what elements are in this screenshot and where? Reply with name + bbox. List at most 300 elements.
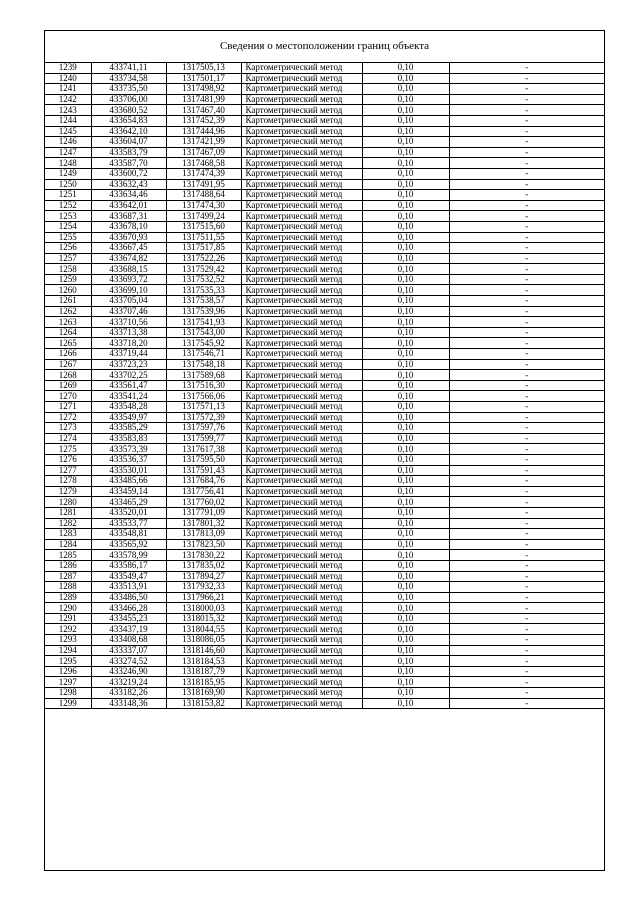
accuracy-cell: 0,10 xyxy=(362,253,449,264)
table-row xyxy=(45,656,604,667)
description-cell: - xyxy=(449,560,604,571)
accuracy-cell: 0,10 xyxy=(362,592,449,603)
description-cell: - xyxy=(449,306,604,317)
description-cell: - xyxy=(449,94,604,105)
table-row xyxy=(45,73,604,84)
accuracy-cell: 0,10 xyxy=(362,370,449,381)
table-row xyxy=(45,274,604,285)
y-coordinate-cell: 1318015,32 xyxy=(166,613,241,624)
point-number-cell: 1271 xyxy=(45,402,91,413)
table-row xyxy=(45,507,604,518)
point-number-cell: 1258 xyxy=(45,264,91,275)
point-number-cell: 1255 xyxy=(45,232,91,243)
description-cell: - xyxy=(449,507,604,518)
accuracy-cell: 0,10 xyxy=(362,63,449,73)
description-cell: - xyxy=(449,550,604,561)
method-cell: Картометрический метод xyxy=(241,465,362,476)
description-cell: - xyxy=(449,105,604,116)
table-row xyxy=(45,137,604,148)
point-number-cell: 1276 xyxy=(45,454,91,465)
point-number-cell: 1253 xyxy=(45,211,91,222)
x-coordinate-cell: 433219,24 xyxy=(91,677,166,688)
point-number-cell: 1290 xyxy=(45,603,91,614)
description-cell: - xyxy=(449,147,604,158)
y-coordinate-cell: 1317468,58 xyxy=(166,158,241,169)
description-cell: - xyxy=(449,571,604,582)
y-coordinate-cell: 1317813,09 xyxy=(166,529,241,540)
method-cell: Картометрический метод xyxy=(241,497,362,508)
accuracy-cell: 0,10 xyxy=(362,190,449,201)
accuracy-cell: 0,10 xyxy=(362,296,449,307)
method-cell: Картометрический метод xyxy=(241,126,362,137)
table-row xyxy=(45,190,604,201)
description-cell: - xyxy=(449,656,604,667)
table-row xyxy=(45,592,604,603)
point-number-cell: 1296 xyxy=(45,666,91,677)
y-coordinate-cell: 1317499,24 xyxy=(166,211,241,222)
x-coordinate-cell: 433578,99 xyxy=(91,550,166,561)
accuracy-cell: 0,10 xyxy=(362,402,449,413)
x-coordinate-cell: 433670,93 xyxy=(91,232,166,243)
x-coordinate-cell: 433678,10 xyxy=(91,221,166,232)
accuracy-cell: 0,10 xyxy=(362,317,449,328)
y-coordinate-cell: 1317452,39 xyxy=(166,115,241,126)
method-cell: Картометрический метод xyxy=(241,571,362,582)
table-row xyxy=(45,698,604,709)
description-cell: - xyxy=(449,126,604,137)
y-coordinate-cell: 1317760,02 xyxy=(166,497,241,508)
x-coordinate-cell: 433734,58 xyxy=(91,73,166,84)
y-coordinate-cell: 1317474,39 xyxy=(166,168,241,179)
y-coordinate-cell: 1317511,55 xyxy=(166,232,241,243)
point-number-cell: 1294 xyxy=(45,645,91,656)
point-number-cell: 1293 xyxy=(45,635,91,646)
method-cell: Картометрический метод xyxy=(241,603,362,614)
description-cell: - xyxy=(449,497,604,508)
accuracy-cell: 0,10 xyxy=(362,698,449,709)
y-coordinate-cell: 1317522,26 xyxy=(166,253,241,264)
x-coordinate-cell: 433520,01 xyxy=(91,507,166,518)
table-row xyxy=(45,115,604,126)
x-coordinate-cell: 433148,36 xyxy=(91,698,166,709)
y-coordinate-cell: 1317543,00 xyxy=(166,327,241,338)
method-cell: Картометрический метод xyxy=(241,168,362,179)
point-number-cell: 1239 xyxy=(45,63,91,73)
method-cell: Картометрический метод xyxy=(241,645,362,656)
table-row xyxy=(45,317,604,328)
method-cell: Картометрический метод xyxy=(241,592,362,603)
accuracy-cell: 0,10 xyxy=(362,168,449,179)
x-coordinate-cell: 433485,66 xyxy=(91,476,166,487)
x-coordinate-cell: 433549,47 xyxy=(91,571,166,582)
method-cell: Картометрический метод xyxy=(241,656,362,667)
method-cell: Картометрический метод xyxy=(241,158,362,169)
description-cell: - xyxy=(449,677,604,688)
point-number-cell: 1246 xyxy=(45,137,91,148)
point-number-cell: 1268 xyxy=(45,370,91,381)
x-coordinate-cell: 433246,90 xyxy=(91,666,166,677)
x-coordinate-cell: 433718,20 xyxy=(91,338,166,349)
method-cell: Картометрический метод xyxy=(241,582,362,593)
table-row xyxy=(45,359,604,370)
point-number-cell: 1243 xyxy=(45,105,91,116)
point-number-cell: 1261 xyxy=(45,296,91,307)
y-coordinate-cell: 1317801,32 xyxy=(166,518,241,529)
y-coordinate-cell: 1317541,93 xyxy=(166,317,241,328)
accuracy-cell: 0,10 xyxy=(362,200,449,211)
point-number-cell: 1259 xyxy=(45,274,91,285)
x-coordinate-cell: 433486,50 xyxy=(91,592,166,603)
accuracy-cell: 0,10 xyxy=(362,486,449,497)
point-number-cell: 1292 xyxy=(45,624,91,635)
accuracy-cell: 0,10 xyxy=(362,84,449,95)
y-coordinate-cell: 1317467,09 xyxy=(166,147,241,158)
accuracy-cell: 0,10 xyxy=(362,645,449,656)
table-row xyxy=(45,285,604,296)
x-coordinate-cell: 433274,52 xyxy=(91,656,166,667)
point-number-cell: 1275 xyxy=(45,444,91,455)
description-cell: - xyxy=(449,433,604,444)
description-cell: - xyxy=(449,179,604,190)
x-coordinate-cell: 433337,07 xyxy=(91,645,166,656)
x-coordinate-cell: 433585,29 xyxy=(91,423,166,434)
y-coordinate-cell: 1317572,39 xyxy=(166,412,241,423)
description-cell: - xyxy=(449,211,604,222)
table-row xyxy=(45,221,604,232)
description-cell: - xyxy=(449,168,604,179)
point-number-cell: 1241 xyxy=(45,84,91,95)
point-number-cell: 1265 xyxy=(45,338,91,349)
point-number-cell: 1277 xyxy=(45,465,91,476)
table-row xyxy=(45,497,604,508)
description-cell: - xyxy=(449,327,604,338)
table-row xyxy=(45,645,604,656)
method-cell: Картометрический метод xyxy=(241,412,362,423)
point-number-cell: 1257 xyxy=(45,253,91,264)
y-coordinate-cell: 1317516,30 xyxy=(166,380,241,391)
y-coordinate-cell: 1317966,21 xyxy=(166,592,241,603)
description-cell: - xyxy=(449,296,604,307)
point-number-cell: 1269 xyxy=(45,380,91,391)
x-coordinate-cell: 433706,00 xyxy=(91,94,166,105)
table-row xyxy=(45,147,604,158)
method-cell: Картометрический метод xyxy=(241,380,362,391)
method-cell: Картометрический метод xyxy=(241,698,362,709)
x-coordinate-cell: 433713,38 xyxy=(91,327,166,338)
x-coordinate-cell: 433642,01 xyxy=(91,200,166,211)
description-cell: - xyxy=(449,359,604,370)
method-cell: Картометрический метод xyxy=(241,402,362,413)
method-cell: Картометрический метод xyxy=(241,115,362,126)
x-coordinate-cell: 433583,79 xyxy=(91,147,166,158)
accuracy-cell: 0,10 xyxy=(362,380,449,391)
table-row xyxy=(45,613,604,624)
table-row xyxy=(45,296,604,307)
y-coordinate-cell: 1317498,92 xyxy=(166,84,241,95)
table-row xyxy=(45,444,604,455)
method-cell: Картометрический метод xyxy=(241,560,362,571)
x-coordinate-cell: 433723,23 xyxy=(91,359,166,370)
x-coordinate-cell: 433741,11 xyxy=(91,63,166,73)
point-number-cell: 1278 xyxy=(45,476,91,487)
accuracy-cell: 0,10 xyxy=(362,158,449,169)
table-row xyxy=(45,635,604,646)
table-row xyxy=(45,582,604,593)
y-coordinate-cell: 1317421,99 xyxy=(166,137,241,148)
y-coordinate-cell: 1317467,40 xyxy=(166,105,241,116)
point-number-cell: 1256 xyxy=(45,243,91,254)
accuracy-cell: 0,10 xyxy=(362,232,449,243)
accuracy-cell: 0,10 xyxy=(362,243,449,254)
x-coordinate-cell: 433549,97 xyxy=(91,412,166,423)
y-coordinate-cell: 1317501,17 xyxy=(166,73,241,84)
method-cell: Картометрический метод xyxy=(241,370,362,381)
method-cell: Картометрический метод xyxy=(241,211,362,222)
method-cell: Картометрический метод xyxy=(241,349,362,360)
method-cell: Картометрический метод xyxy=(241,444,362,455)
description-cell: - xyxy=(449,190,604,201)
table-row xyxy=(45,412,604,423)
table-row xyxy=(45,168,604,179)
accuracy-cell: 0,10 xyxy=(362,454,449,465)
description-cell: - xyxy=(449,349,604,360)
accuracy-cell: 0,10 xyxy=(362,465,449,476)
accuracy-cell: 0,10 xyxy=(362,179,449,190)
accuracy-cell: 0,10 xyxy=(362,391,449,402)
y-coordinate-cell: 1318185,95 xyxy=(166,677,241,688)
y-coordinate-cell: 1317599,77 xyxy=(166,433,241,444)
x-coordinate-cell: 433707,46 xyxy=(91,306,166,317)
description-cell: - xyxy=(449,465,604,476)
table-row xyxy=(45,264,604,275)
method-cell: Картометрический метод xyxy=(241,635,362,646)
y-coordinate-cell: 1317571,13 xyxy=(166,402,241,413)
x-coordinate-cell: 433533,77 xyxy=(91,518,166,529)
accuracy-cell: 0,10 xyxy=(362,211,449,222)
table-row xyxy=(45,338,604,349)
table-row xyxy=(45,486,604,497)
x-coordinate-cell: 433513,91 xyxy=(91,582,166,593)
point-number-cell: 1249 xyxy=(45,168,91,179)
description-cell: - xyxy=(449,698,604,709)
y-coordinate-cell: 1318086,05 xyxy=(166,635,241,646)
y-coordinate-cell: 1318187,79 xyxy=(166,666,241,677)
x-coordinate-cell: 433561,47 xyxy=(91,380,166,391)
table-row xyxy=(45,518,604,529)
x-coordinate-cell: 433536,37 xyxy=(91,454,166,465)
point-number-cell: 1288 xyxy=(45,582,91,593)
accuracy-cell: 0,10 xyxy=(362,349,449,360)
y-coordinate-cell: 1318169,90 xyxy=(166,688,241,699)
x-coordinate-cell: 433702,25 xyxy=(91,370,166,381)
y-coordinate-cell: 1317481,99 xyxy=(166,94,241,105)
accuracy-cell: 0,10 xyxy=(362,126,449,137)
accuracy-cell: 0,10 xyxy=(362,529,449,540)
point-number-cell: 1297 xyxy=(45,677,91,688)
x-coordinate-cell: 433541,24 xyxy=(91,391,166,402)
description-cell: - xyxy=(449,221,604,232)
boundary-table-frame xyxy=(44,30,605,871)
point-number-cell: 1286 xyxy=(45,560,91,571)
description-cell: - xyxy=(449,486,604,497)
x-coordinate-cell: 433680,52 xyxy=(91,105,166,116)
table-row xyxy=(45,688,604,699)
y-coordinate-cell: 1317566,06 xyxy=(166,391,241,402)
method-cell: Картометрический метод xyxy=(241,327,362,338)
point-number-cell: 1244 xyxy=(45,115,91,126)
y-coordinate-cell: 1317539,96 xyxy=(166,306,241,317)
method-cell: Картометрический метод xyxy=(241,529,362,540)
table-row xyxy=(45,402,604,413)
x-coordinate-cell: 433642,10 xyxy=(91,126,166,137)
table-row xyxy=(45,380,604,391)
description-cell: - xyxy=(449,84,604,95)
point-number-cell: 1263 xyxy=(45,317,91,328)
accuracy-cell: 0,10 xyxy=(362,115,449,126)
x-coordinate-cell: 433719,44 xyxy=(91,349,166,360)
method-cell: Картометрический метод xyxy=(241,423,362,434)
table-row xyxy=(45,179,604,190)
description-cell: - xyxy=(449,423,604,434)
y-coordinate-cell: 1317617,38 xyxy=(166,444,241,455)
x-coordinate-cell: 433530,01 xyxy=(91,465,166,476)
method-cell: Картометрический метод xyxy=(241,550,362,561)
accuracy-cell: 0,10 xyxy=(362,476,449,487)
method-cell: Картометрический метод xyxy=(241,688,362,699)
point-number-cell: 1245 xyxy=(45,126,91,137)
y-coordinate-cell: 1317548,18 xyxy=(166,359,241,370)
point-number-cell: 1279 xyxy=(45,486,91,497)
point-number-cell: 1282 xyxy=(45,518,91,529)
y-coordinate-cell: 1317505,13 xyxy=(166,63,241,73)
table-row xyxy=(45,349,604,360)
accuracy-cell: 0,10 xyxy=(362,359,449,370)
description-cell: - xyxy=(449,264,604,275)
point-number-cell: 1299 xyxy=(45,698,91,709)
description-cell: - xyxy=(449,391,604,402)
accuracy-cell: 0,10 xyxy=(362,624,449,635)
method-cell: Картометрический метод xyxy=(241,147,362,158)
description-cell: - xyxy=(449,476,604,487)
description-cell: - xyxy=(449,592,604,603)
table-row xyxy=(45,423,604,434)
accuracy-cell: 0,10 xyxy=(362,94,449,105)
x-coordinate-cell: 433693,72 xyxy=(91,274,166,285)
accuracy-cell: 0,10 xyxy=(362,264,449,275)
method-cell: Картометрический метод xyxy=(241,264,362,275)
x-coordinate-cell: 433688,15 xyxy=(91,264,166,275)
point-number-cell: 1250 xyxy=(45,179,91,190)
table-row xyxy=(45,560,604,571)
description-cell: - xyxy=(449,243,604,254)
y-coordinate-cell: 1317791,09 xyxy=(166,507,241,518)
point-number-cell: 1264 xyxy=(45,327,91,338)
method-cell: Картометрический метод xyxy=(241,317,362,328)
accuracy-cell: 0,10 xyxy=(362,327,449,338)
table-row xyxy=(45,603,604,614)
table-row xyxy=(45,126,604,137)
accuracy-cell: 0,10 xyxy=(362,274,449,285)
y-coordinate-cell: 1317517,85 xyxy=(166,243,241,254)
x-coordinate-cell: 433667,45 xyxy=(91,243,166,254)
y-coordinate-cell: 1317545,92 xyxy=(166,338,241,349)
x-coordinate-cell: 433548,28 xyxy=(91,402,166,413)
table-row xyxy=(45,539,604,550)
method-cell: Картометрический метод xyxy=(241,137,362,148)
point-number-cell: 1242 xyxy=(45,94,91,105)
accuracy-cell: 0,10 xyxy=(362,539,449,550)
y-coordinate-cell: 1317589,68 xyxy=(166,370,241,381)
table-row xyxy=(45,84,604,95)
x-coordinate-cell: 433548,81 xyxy=(91,529,166,540)
accuracy-cell: 0,10 xyxy=(362,306,449,317)
table-row xyxy=(45,550,604,561)
table-row xyxy=(45,391,604,402)
table-row xyxy=(45,306,604,317)
accuracy-cell: 0,10 xyxy=(362,105,449,116)
y-coordinate-cell: 1317546,71 xyxy=(166,349,241,360)
accuracy-cell: 0,10 xyxy=(362,412,449,423)
description-cell: - xyxy=(449,666,604,677)
x-coordinate-cell: 433710,56 xyxy=(91,317,166,328)
point-number-cell: 1274 xyxy=(45,433,91,444)
y-coordinate-cell: 1317532,52 xyxy=(166,274,241,285)
accuracy-cell: 0,10 xyxy=(362,518,449,529)
point-number-cell: 1270 xyxy=(45,391,91,402)
x-coordinate-cell: 433735,50 xyxy=(91,84,166,95)
accuracy-cell: 0,10 xyxy=(362,571,449,582)
y-coordinate-cell: 1318000,03 xyxy=(166,603,241,614)
method-cell: Картометрический метод xyxy=(241,433,362,444)
description-cell: - xyxy=(449,412,604,423)
x-coordinate-cell: 433600,72 xyxy=(91,168,166,179)
description-cell: - xyxy=(449,370,604,381)
x-coordinate-cell: 433634,46 xyxy=(91,190,166,201)
table-row xyxy=(45,63,604,73)
x-coordinate-cell: 433466,28 xyxy=(91,603,166,614)
x-coordinate-cell: 433674,82 xyxy=(91,253,166,264)
accuracy-cell: 0,10 xyxy=(362,507,449,518)
x-coordinate-cell: 433687,31 xyxy=(91,211,166,222)
table-row xyxy=(45,454,604,465)
method-cell: Картометрический метод xyxy=(241,677,362,688)
accuracy-cell: 0,10 xyxy=(362,338,449,349)
table-row xyxy=(45,243,604,254)
point-number-cell: 1283 xyxy=(45,529,91,540)
point-number-cell: 1289 xyxy=(45,592,91,603)
point-number-cell: 1285 xyxy=(45,550,91,561)
description-cell: - xyxy=(449,274,604,285)
y-coordinate-cell: 1317538,57 xyxy=(166,296,241,307)
point-number-cell: 1267 xyxy=(45,359,91,370)
method-cell: Картометрический метод xyxy=(241,518,362,529)
x-coordinate-cell: 433586,17 xyxy=(91,560,166,571)
point-number-cell: 1281 xyxy=(45,507,91,518)
x-coordinate-cell: 433654,83 xyxy=(91,115,166,126)
accuracy-cell: 0,10 xyxy=(362,73,449,84)
method-cell: Картометрический метод xyxy=(241,221,362,232)
description-cell: - xyxy=(449,63,604,73)
method-cell: Картометрический метод xyxy=(241,391,362,402)
method-cell: Картометрический метод xyxy=(241,94,362,105)
x-coordinate-cell: 433465,29 xyxy=(91,497,166,508)
method-cell: Картометрический метод xyxy=(241,338,362,349)
table-row xyxy=(45,476,604,487)
description-cell: - xyxy=(449,253,604,264)
accuracy-cell: 0,10 xyxy=(362,635,449,646)
x-coordinate-cell: 433455,23 xyxy=(91,613,166,624)
method-cell: Картометрический метод xyxy=(241,73,362,84)
